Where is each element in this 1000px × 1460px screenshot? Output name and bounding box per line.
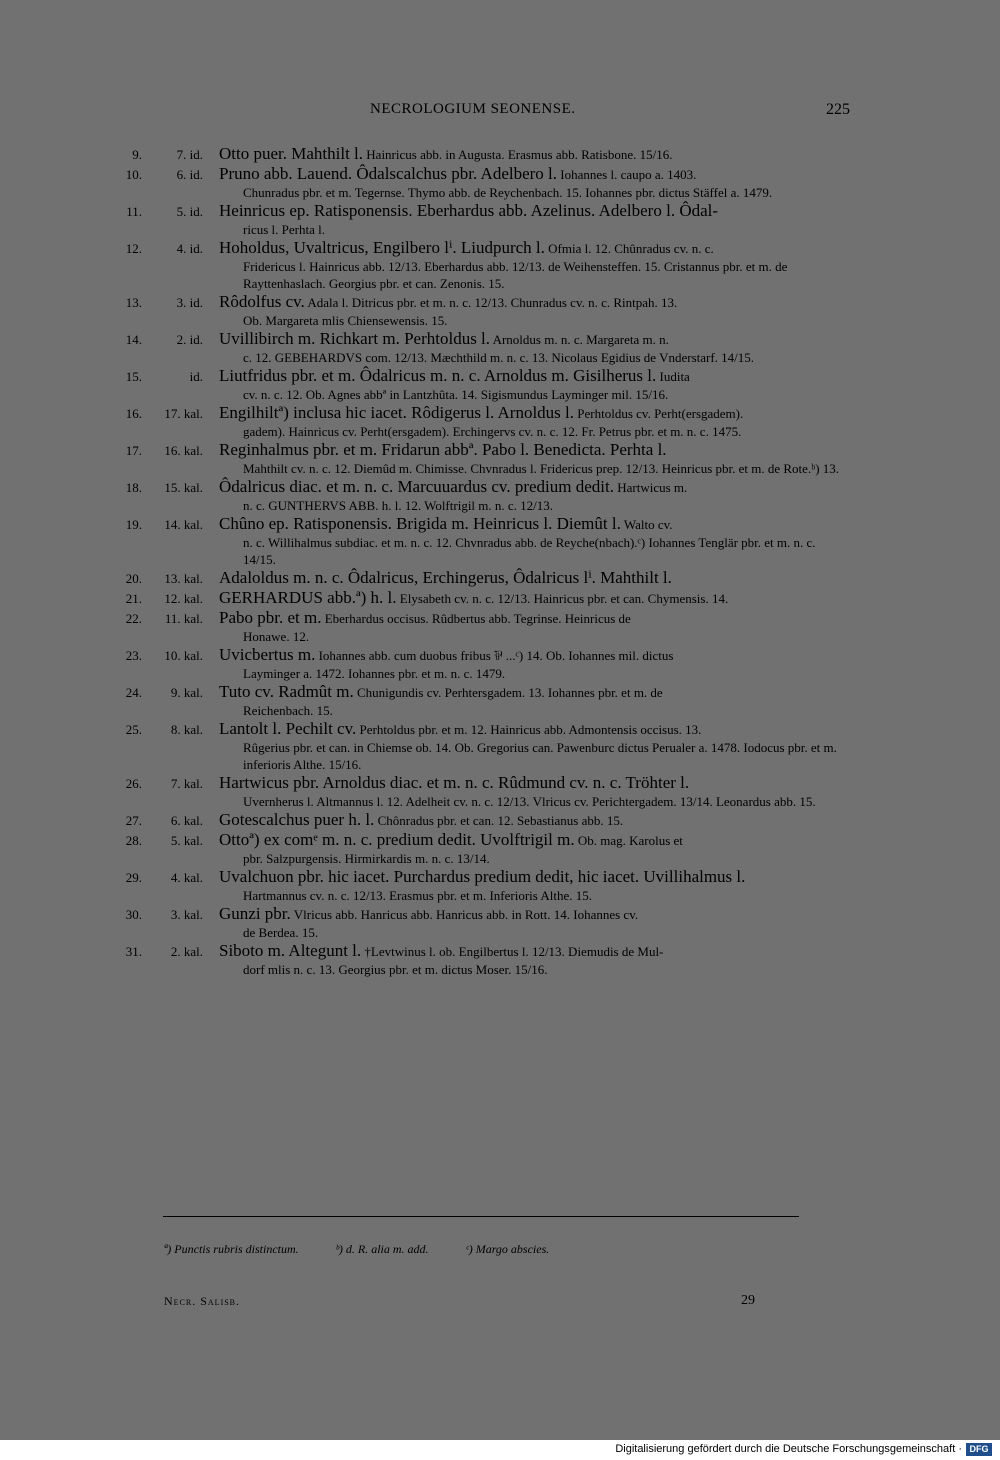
- entry-additions: Iudita: [659, 369, 690, 384]
- entry-number: 26.: [125, 776, 142, 791]
- entry-additions: Arnoldus m. n. c. Margareta m. n.: [492, 332, 669, 347]
- entry-continuation: ricus l. Perhta l.: [243, 222, 325, 237]
- entry-additions: Ob. mag. Karolus et: [577, 833, 683, 848]
- entry-additions: Perhtoldus cv. Perht(ersgadem).: [577, 406, 744, 421]
- entry-date: 11. kal.: [164, 611, 203, 626]
- entry-date: 17. kal.: [164, 406, 203, 421]
- entry-text: [219, 941, 851, 978]
- entry-row: [0, 719, 1000, 773]
- entry-date: 3. kal.: [170, 907, 203, 922]
- entry-main-names: Chûno ep. Ratisponensis. Brigida m. Heinricus l. Diemût l.: [219, 514, 621, 533]
- entry-text: [219, 904, 851, 941]
- entry-main-names: Siboto m. Altegunt l.: [219, 941, 362, 960]
- entry-date: 7. kal.: [170, 776, 203, 791]
- entry-row: [0, 867, 1000, 904]
- entry-main-names: GERHARDUS abb.ª) h. l.: [219, 588, 397, 607]
- entry-row: [0, 941, 1000, 978]
- necrology-entries: [0, 144, 1000, 978]
- entry-additions: Iohannes abb. cum duobus fribus ⅌ ...ᶜ) 14. Ob. Iohannes mil. dictus: [318, 648, 674, 663]
- entry-date: 15. kal.: [164, 480, 203, 495]
- entry-date: 13. kal.: [164, 571, 203, 586]
- entry-main-names: Ottoª) ex comᵉ m. n. c. predium dedit. Uvolftrigil m.: [219, 830, 575, 849]
- entry-additions: Ofmia l. 12. Chûnradus cv. n. c.: [548, 241, 714, 256]
- entry-row: [0, 144, 1000, 164]
- entry-date: 3. id.: [176, 295, 203, 310]
- entry-date: 5. id.: [176, 204, 203, 219]
- entry-text: [219, 514, 851, 568]
- funding-credit: Digitalisierung gefördert durch die Deutsche Forschungsgemeinschaft ·: [615, 1443, 962, 1455]
- entry-number: 10.: [125, 167, 142, 182]
- entry-number: 9.: [132, 147, 142, 162]
- entry-row: [0, 514, 1000, 568]
- entry-row: [0, 366, 1000, 403]
- entry-number: 16.: [125, 406, 142, 421]
- entry-continuation: Mahthilt cv. n. c. 12. Diemûd m. Chimisse. Chvnradus l. Fridericus prep. 12/13. Heinricus pbr. et m. de Rote.ᵇ) 13.: [243, 461, 840, 476]
- entry-text: [219, 773, 851, 810]
- entry-text: [219, 867, 851, 904]
- entry-continuation: c. 12. GEBEHARDVS com. 12/13. Mæchthild m. n. c. 13. Nicolaus Egidius de Vnderstarf. 14/15.: [243, 350, 755, 365]
- entry-text: [219, 403, 851, 440]
- entry-date: 2. kal.: [170, 944, 203, 959]
- entry-number: 31.: [125, 944, 142, 959]
- entry-row: [0, 238, 1000, 292]
- entry-row: [0, 608, 1000, 645]
- entry-row: [0, 292, 1000, 329]
- footnotes: [164, 1242, 583, 1257]
- entry-main-names: Gotescalchus puer h. l.: [219, 810, 375, 829]
- entry-continuation: dorf mlis n. c. 13. Georgius pbr. et m. dictus Moser. 15/16.: [243, 962, 548, 977]
- entry-continuation: n. c. Willihalmus subdiac. et m. n. c. 12. Chvnradus abb. de Reyche(nbach).ᶜ) Iohannes Tenglär pbr. et m. n. c. 14/15.: [243, 535, 816, 567]
- credit-bar: [0, 1440, 1000, 1460]
- entry-text: [219, 201, 851, 238]
- entry-date: 14. kal.: [164, 517, 203, 532]
- entry-number: 12.: [125, 241, 142, 256]
- entry-continuation: Ob. Margareta mlis Chiensewensis. 15.: [243, 313, 448, 328]
- entry-text: [219, 292, 851, 329]
- entry-text: [219, 164, 851, 201]
- entry-continuation: de Berdea. 15.: [243, 925, 319, 940]
- entry-date: 5. kal.: [170, 833, 203, 848]
- entry-row: [0, 329, 1000, 366]
- entry-additions: †Levtwinus l. ob. Engilbertus l. 12/13. Diemudis de Mul-: [364, 944, 664, 959]
- entry-row: [0, 830, 1000, 867]
- entry-number: 19.: [125, 517, 142, 532]
- entry-main-names: Liutfridus pbr. et m. Ôdalricus m. n. c. Arnoldus m. Gisilherus l.: [219, 366, 657, 385]
- entry-main-names: Lantolt l. Pechilt cv.: [219, 719, 357, 738]
- entry-main-names: Rôdolfus cv.: [219, 292, 305, 311]
- entry-continuation: Fridericus l. Hainricus abb. 12/13. Eberhardus abb. 12/13. de Weihensteffen. 15. Cristannus pbr. et m. de Rayttenhaslach. Georgius pbr. et can. Zenonis. 15.: [243, 259, 788, 291]
- entry-main-names: Reginhalmus pbr. et m. Fridarun abbª. Pabo l. Benedicta. Perhta l.: [219, 440, 667, 459]
- entry-date: 6. id.: [176, 167, 203, 182]
- entry-main-names: Uvicbertus m.: [219, 645, 316, 664]
- entry-text: [219, 238, 851, 292]
- entry-main-names: Hartwicus pbr. Arnoldus diac. et m. n. c. Rûdmund cv. n. c. Tröhter l.: [219, 773, 690, 792]
- entry-continuation: Rûgerius pbr. et can. in Chiemse ob. 14. Ob. Gregorius can. Pawenburc dictus Perualer a. 1478. Iodocus pbr. et m. inferioris Althe. 15/16.: [243, 740, 837, 772]
- entry-number: 18.: [125, 480, 142, 495]
- entry-main-names: Otto puer. Mahthilt l.: [219, 144, 364, 163]
- entry-main-names: Ôdalricus diac. et m. n. c. Marcuuardus cv. predium dedit.: [219, 477, 614, 496]
- entry-row: [0, 810, 1000, 830]
- entry-row: [0, 164, 1000, 201]
- entry-main-names: Adaloldus m. n. c. Ôdalricus, Erchingerus, Ôdalricus lⁱ. Mahthilt l.: [219, 568, 672, 587]
- entry-text: [219, 144, 851, 164]
- entry-number: 27.: [125, 813, 142, 828]
- entry-additions: Iohannes l. caupo a. 1403.: [560, 167, 697, 182]
- entry-date: 16. kal.: [164, 443, 203, 458]
- entry-additions: Eberhardus occisus. Rûdbertus abb. Tegrinse. Heinricus de: [324, 611, 631, 626]
- footnote-rule: [163, 1216, 799, 1217]
- running-title: NECROLOGIUM SEONENSE.: [370, 101, 576, 117]
- entry-continuation: cv. n. c. 12. Ob. Agnes abbª in Lantzhûta. 14. Sigismundus Layminger mil. 15/16.: [243, 387, 669, 402]
- entry-number: 15.: [125, 369, 142, 384]
- entry-continuation: n. c. GUNTHERVS ABB. h. l. 12. Wolftrigil m. n. c. 12/13.: [243, 498, 554, 513]
- entry-text: [219, 682, 851, 719]
- entry-main-names: Heinricus ep. Ratisponensis. Eberhardus abb. Azelinus. Adelbero l. Ôdal-: [219, 201, 719, 220]
- entry-main-names: Pabo pbr. et m.: [219, 608, 322, 627]
- entry-main-names: Hoholdus, Uvaltricus, Engilbero lⁱ. Liudpurch l.: [219, 238, 545, 257]
- entry-continuation: Reichenbach. 15.: [243, 703, 333, 718]
- entry-main-names: Tuto cv. Radmût m.: [219, 682, 354, 701]
- entry-continuation: gadem). Hainricus cv. Perht(ersgadem). Erchingervs cv. n. c. 12. Fr. Petrus pbr. et m. n. c. 1475.: [243, 424, 742, 439]
- entry-number: 23.: [125, 648, 142, 663]
- entry-row: [0, 477, 1000, 514]
- entry-additions: Chônradus pbr. et can. 12. Sebastianus abb. 15.: [377, 813, 624, 828]
- entry-date: 6. kal.: [170, 813, 203, 828]
- entry-number: 11.: [126, 204, 142, 219]
- entry-additions: Walto cv.: [623, 517, 673, 532]
- entry-row: [0, 403, 1000, 440]
- entry-main-names: Engilhiltª) inclusa hic iacet. Rôdigerus l. Arnoldus l.: [219, 403, 575, 422]
- entry-continuation: Hartmannus cv. n. c. 12/13. Erasmus pbr. et m. Inferioris Althe. 15.: [243, 888, 593, 903]
- sheet-number: 29: [741, 1293, 755, 1308]
- entry-row: [0, 440, 1000, 477]
- entry-row: [0, 201, 1000, 238]
- footnote-a: ª) Punctis rubris distinctum.: [164, 1242, 299, 1256]
- entry-text: [219, 329, 851, 366]
- entry-row: [0, 773, 1000, 810]
- entry-number: 22.: [125, 611, 142, 626]
- entry-continuation: Uvernherus l. Altmannus l. 12. Adelheit cv. n. c. 12/13. Vlricus cv. Perichtergadem. 13/14. Leonardus abb. 15.: [243, 794, 816, 809]
- entry-main-names: Gunzi pbr.: [219, 904, 291, 923]
- entry-text: [219, 366, 851, 403]
- entry-additions: Elysabeth cv. n. c. 12/13. Hainricus pbr. et can. Chymensis. 14.: [399, 591, 729, 606]
- entry-additions: Vlricus abb. Hanricus abb. Hanricus abb. in Rott. 14. Iohannes cv.: [293, 907, 639, 922]
- footnote-b: ᵇ) d. R. alia m. add.: [335, 1242, 429, 1256]
- entry-date: 2. id.: [176, 332, 203, 347]
- entry-number: 20.: [125, 571, 142, 586]
- entry-row: [0, 682, 1000, 719]
- entry-text: [219, 830, 851, 867]
- entry-date: 8. kal.: [170, 722, 203, 737]
- entry-row: [0, 645, 1000, 682]
- entry-number: 29.: [125, 870, 142, 885]
- entry-continuation: Layminger a. 1472. Iohannes pbr. et m. n. c. 1479.: [243, 666, 506, 681]
- footnote-c: ᶜ) Margo abscies.: [465, 1242, 550, 1256]
- entry-number: 30.: [125, 907, 142, 922]
- entry-number: 14.: [125, 332, 142, 347]
- entry-number: 17.: [125, 443, 142, 458]
- entry-number: 24.: [125, 685, 142, 700]
- dfg-logo: DFG: [966, 1443, 992, 1456]
- entry-text: [219, 645, 851, 682]
- page-number: 225: [826, 101, 850, 118]
- entry-text: [219, 588, 851, 608]
- entry-additions: Chunigundis cv. Perhtersgadem. 13. Iohannes pbr. et m. de: [357, 685, 663, 700]
- entry-main-names: Uvillibirch m. Richkart m. Perhtoldus l.: [219, 329, 491, 348]
- entry-text: [219, 440, 851, 477]
- entry-text: [219, 608, 851, 645]
- entry-number: 28.: [125, 833, 142, 848]
- entry-main-names: Pruno abb. Lauend. Ôdalscalchus pbr. Adelbero l.: [219, 164, 558, 183]
- page-header: [0, 101, 1000, 125]
- signature-mark: Necr. Salisb.: [164, 1294, 241, 1308]
- entry-continuation: pbr. Salzpurgensis. Hirmirkardis m. n. c. 13/14.: [243, 851, 490, 866]
- entry-row: [0, 588, 1000, 608]
- entry-text: [219, 810, 851, 830]
- entry-number: 21.: [125, 591, 142, 606]
- entry-date: id.: [189, 369, 203, 384]
- entry-number: 13.: [125, 295, 142, 310]
- entry-additions: Perhtoldus pbr. et m. 12. Hainricus abb. Admontensis occisus. 13.: [359, 722, 702, 737]
- entry-date: 4. kal.: [170, 870, 203, 885]
- entry-main-names: Uvalchuon pbr. hic iacet. Purchardus predium dedit, hic iacet. Uvillihalmus l.: [219, 867, 746, 886]
- entry-additions: Hainricus abb. in Augusta. Erasmus abb. Ratisbone. 15/16.: [366, 147, 673, 162]
- entry-text: [219, 477, 851, 514]
- entry-date: 10. kal.: [164, 648, 203, 663]
- entry-text: [219, 719, 851, 773]
- entry-date: 9. kal.: [170, 685, 203, 700]
- entry-continuation: Chunradus pbr. et m. Tegernse. Thymo abb. de Reychenbach. 15. Iohannes pbr. dictus Stäffel a. 1479.: [243, 185, 773, 200]
- entry-date: 4. id.: [176, 241, 203, 256]
- entry-continuation: Honawe. 12.: [243, 629, 310, 644]
- entry-date: 12. kal.: [164, 591, 203, 606]
- entry-text: [219, 568, 851, 588]
- entry-row: [0, 904, 1000, 941]
- entry-row: [0, 568, 1000, 588]
- entry-date: 7. id.: [176, 147, 203, 162]
- entry-number: 25.: [125, 722, 142, 737]
- entry-additions: Adala l. Ditricus pbr. et m. n. c. 12/13. Chunradus cv. n. c. Rintpah. 13.: [307, 295, 678, 310]
- entry-additions: Hartwicus m.: [617, 480, 688, 495]
